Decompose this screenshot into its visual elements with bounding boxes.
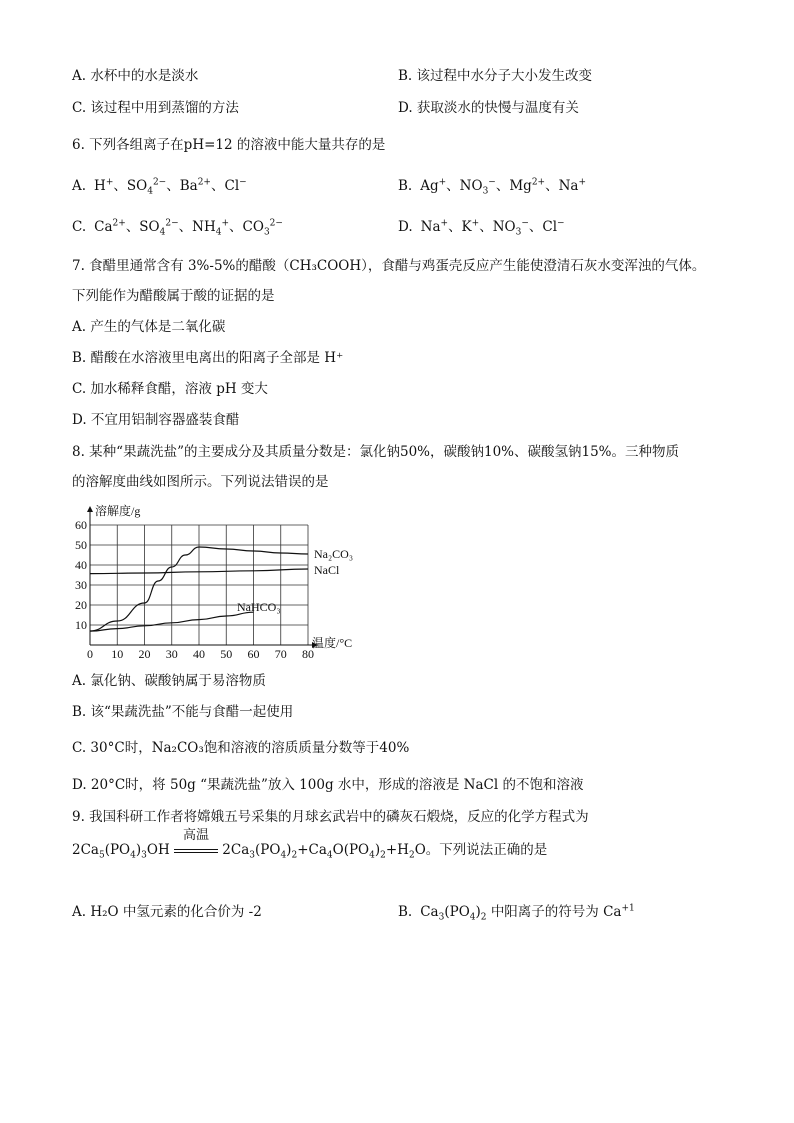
q9-option-b: B. $Ca_3(PO_4)_2$ 中阳离子的符号为 $Ca^{+1}$ [398,903,635,923]
x-tick-label: 80 [302,647,314,660]
q7-stem-line2: 下列能作为醋酸属于酸的证据的是 [72,288,275,304]
y-tick-label: 50 [75,538,87,552]
q5-option-b: B. 该过程中水分子大小发生改变 [398,68,593,84]
series-label-2: NaHCO₃ [236,600,281,615]
chart-axes [87,506,318,648]
solubility-chart [72,500,392,660]
q7-option-a: A. 产生的气体是二氧化碳 [72,319,226,335]
y-tick-label: 40 [75,558,87,572]
y-axis-arrow [87,506,93,512]
q7-stem-line1: 7. 食醋里通常含有 3%-5%的醋酸（CH₃COOH），食醋与鸡蛋壳反应产生能使澄清石灰水变浑浊的气体。 [72,258,706,274]
q7-option-c: C. 加水稀释食醋，溶液 pH 变大 [72,381,268,397]
x-tick-label: 40 [193,647,205,660]
q5-option-c: C. 该过程中用到蒸馏的方法 [72,100,239,116]
q5-option-d: D. 获取淡水的快慢与温度有关 [398,100,579,116]
x-tick-label: 10 [111,647,124,660]
q8-option-b: B. 该“果蔬洗盐”不能与食醋一起使用 [72,704,294,720]
y-tick-label: 10 [75,618,87,632]
y-axis-label: 溶解度/g [95,504,141,518]
q9-equation: $2Ca_5(PO_4)_3OH$ 高温 $2Ca_3(PO_4)_2+Ca_4O(PO_4)_2+H_2O$。下列说法正确的是 [72,828,548,861]
q8-option-a: A. 氯化钠、碳酸钠属于易溶物质 [72,673,266,689]
y-tick-label: 30 [75,578,87,592]
x-axis-label: 温度/°C [312,636,353,650]
q6-option-a: A. H+、$SO_4^{2-}$、$Ba^{2+}$、Cl− [72,177,247,197]
q8-stem-line2: 的溶解度曲线如图所示。下列说法错误的是 [72,474,329,490]
q7-option-d: D. 不宜用铝制容器盛装食醋 [72,412,240,428]
q6-stem: 6. 下列各组离子在pH=12 的溶液中能大量共存的是 [72,137,386,153]
x-tick-label: 70 [274,647,287,660]
x-tick-label: 60 [247,647,260,660]
y-tick-label: 60 [75,518,87,532]
q6-option-b: B. Ag+、$NO_3^-$、$Mg^{2+}$、Na+ [398,177,587,197]
q7-option-b: B. 醋酸在水溶液里电离出的阳离子全部是 H⁺ [72,350,344,366]
x-tick-label: 20 [138,647,151,660]
x-tick-label: 30 [165,647,178,660]
series-label-1: NaCl [314,563,340,577]
q9-option-a: A. H₂O 中氢元素的化合价为 -2 [72,904,262,920]
series-label-0: Na₂CO₃ [314,547,354,561]
reaction-condition: 高温 [174,838,218,862]
q9-stem: 9. 我国科研工作者将嫦娥五号采集的月球玄武岩中的磷灰石煅烧，反应的化学方程式为 [72,809,589,825]
x-tick-label: 50 [220,647,233,660]
q9-stem-tail: 。下列说法正确的是 [425,842,548,858]
q5-option-a: A. 水杯中的水是淡水 [72,68,199,84]
q6-option-d: D. Na+、K+、$NO_3^-$、Cl− [398,218,565,238]
q8-option-d: D. 20°C时，将 50g “果蔬洗盐”放入 100g 水中，形成的溶液是 NaCl 的不饱和溶液 [72,777,584,793]
q6-option-c: C. $Ca^{2+}$、$SO_4^{2-}$、$NH_4^+$、$CO_3^{2-}$ [72,218,283,238]
chart-labels [75,503,353,660]
x-tick-label: 0 [87,647,93,660]
chart-grid [90,525,308,645]
q8-option-c: C. 30°C时，Na₂CO₃饱和溶液的溶质质量分数等于40% [72,740,410,756]
q8-stem-line1: 8. 某种“果蔬洗盐”的主要成分及其质量分数是：氯化钠50%，碳酸钠10%、碳酸氢钠15%。三种物质 [72,444,679,460]
y-tick-label: 20 [75,598,87,612]
